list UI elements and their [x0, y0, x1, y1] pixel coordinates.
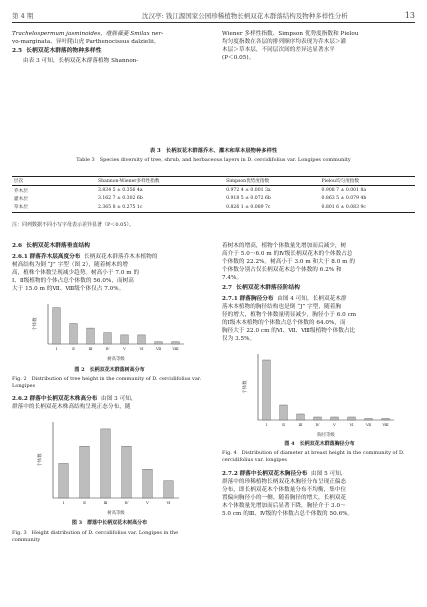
table-row: 乔木层 3.834 5 ± 0.356 4a 0.972 4 ± 0.001 3a 0.908 7 ± 0.001 8a — [14, 188, 367, 194]
chart-bar — [348, 417, 356, 420]
chart-tick-label: Ⅷ — [382, 422, 389, 427]
chart-tick-label: Ⅰ — [55, 346, 58, 351]
issue-number: 第 4 期 — [12, 12, 34, 20]
table-3 — [12, 176, 415, 213]
chart-bar — [87, 328, 95, 344]
chart-tick-label: Ⅵ — [166, 500, 171, 505]
chart-axes — [48, 304, 184, 344]
chart-tick-label: Ⅳ — [315, 422, 320, 427]
chart-bar — [331, 417, 339, 420]
chart-bar — [172, 342, 180, 344]
chart-bar — [314, 417, 322, 420]
chart-x-axis-label: 胸径等级 — [317, 433, 335, 438]
chart-axes — [53, 422, 179, 498]
figure-2-chart — [30, 300, 190, 362]
section-2-6-1-paragraph: 2.6.1 群落乔木层高度分布 长柄双花木群落乔木本植物的 树高结构为倒 “J” 字型（图 2），随着树木的增 高，植株个体数呈现减少趋势。树高小于 7.0 m 的 Ⅰ、Ⅱ级植物的个体占总个体数的 56.0%，而树高 大于 15.0 m 的Ⅶ、Ⅷ级个体仅占 7.0%。 — [12, 254, 158, 293]
chart-bar — [143, 469, 152, 498]
table-3-note: 注：同列数据不同小写字母表示差异显著（P＜0.05）。 — [12, 222, 134, 228]
table-header-row: 层次 Shannon-Wiener多样性指数 Simpson优势度指数 Pielou均匀度指数 — [12, 177, 415, 186]
running-title: 沈汉亭: 钱江源国家公园珍稀植物长柄双花木群落结构及物种多样性分析 — [142, 12, 348, 20]
header-rule — [12, 22, 415, 23]
figure-3-caption-en: Fig. 3 Height distribution of D. cercidifolius var. Longipes in the community — [12, 530, 179, 543]
figure-4-caption-en: Fig. 4 Distribution of diameter at breast height in the community of D. cercidifolius var. longipes — [222, 450, 405, 463]
figure-3-caption-cn: 图 3 群落中长柄双花木树高分布 — [71, 520, 148, 526]
chart-bar — [382, 419, 390, 421]
chart-bar — [365, 419, 373, 421]
section-2-6-2-paragraph: 2.6.2 群落中长柄双花木株高分布 由图 3 可知， 群落中的长柄双花木株高结构呈现正态分布，随 — [12, 396, 137, 411]
chart-tick-label: Ⅵ — [349, 422, 354, 427]
chart-tick-label: Ⅷ — [172, 346, 179, 351]
chart-bar — [104, 333, 112, 344]
chart-x-axis-label: 树高等级 — [107, 357, 125, 362]
chart-tick-label: Ⅴ — [123, 346, 126, 351]
species-list-paragraph: Trachelospermum jasminoides、继脉薇菱 Smilax ner- vo-marginata、异叶爬山虎 Parthenocissus dalzielii。 — [12, 31, 164, 46]
section-2-6-heading: 2.6 长柄双花木群落垂直结构 — [12, 243, 90, 249]
chart-bar — [121, 335, 129, 344]
section-2-7-heading: 2.7 长柄双花木群落径阶结构 — [222, 285, 300, 291]
chart-tick-label: Ⅱ — [83, 500, 86, 505]
page-number: 13 — [404, 11, 415, 20]
chart-tick-label: Ⅱ — [282, 422, 285, 427]
chart-bar — [263, 360, 271, 420]
chart-tick-label: Ⅲ — [298, 422, 303, 427]
chart-tick-label: Ⅰ — [62, 500, 65, 505]
chart-bar — [122, 446, 131, 498]
chart-bar — [155, 342, 163, 344]
table-row: 灌木层 3.162 7 ± 0.302 6b 0.918 5 ± 0.072 6b 0.863 5 ± 0.079 4b — [14, 196, 367, 202]
chart-y-axis-label: 个体数 — [243, 380, 248, 394]
chart-tick-label: Ⅳ — [124, 500, 129, 505]
chart-tick-label: Ⅰ — [265, 422, 268, 427]
running-header — [12, 6, 415, 20]
chart-y-axis-label: 个体数 — [33, 317, 38, 331]
figure-4-svg — [240, 350, 400, 438]
chart-x-axis-label: 树高等级 — [107, 511, 125, 516]
table-row: 草本层 2.365 8 ± 0.275 1c 0.826 1 ± 0.089 7c 0.801 6 ± 0.083 9c — [12, 203, 415, 212]
section-2-5-heading: 2.5 长柄双花木群落的物种多样性 — [12, 48, 102, 54]
chart-tick-label: Ⅶ — [155, 346, 162, 351]
figure-2-caption-cn: 图 2 长柄双花木群落树高分布 — [74, 367, 145, 373]
chart-bar — [164, 481, 173, 498]
chart-bar — [297, 414, 305, 420]
chart-tick-label: Ⅲ — [88, 346, 93, 351]
figure-4-chart — [240, 350, 400, 438]
figure-3-svg — [35, 418, 185, 516]
chart-tick-label: Ⅳ — [105, 346, 110, 351]
diversity-paragraph: Wiener 多样性指数、Simpson 优势度指数和 Pielou 均匀度指数在各层的排列顺序均表现为乔木层＞灌 木层＞草本层，不同层次间的差异达显著水平 (P＜0.05)。 — [222, 31, 359, 62]
chart-y-axis-label: 个体数 — [38, 453, 43, 467]
figure-3-chart — [35, 418, 185, 516]
table-3-title-cn: 表 3 长柄双花木群落乔木、灌木和草本层物种多样性 — [149, 148, 278, 154]
chart-bar — [101, 429, 110, 498]
section-2-5-text: 由表 3 可知，长柄双花木群落植物 Shannon- — [23, 58, 139, 64]
chart-bar — [80, 446, 89, 498]
section-2-7-1-paragraph: 2.7.1 群落胸径分布 由图 4 可知，长柄双花木群 落木本植物的胸径结构也是倒 “J” 字型，随着胸 径的增大，植物个体数量明显减少，胸径小于 6.0 cm 的Ⅰ级木本植物的个体数占总个体数的 64.0%，而 胸径大于 22.0 cm 的Ⅵ、Ⅶ、Ⅷ级植物个体数占比 仅为 3.5%。 — [222, 296, 357, 343]
chart-tick-label: Ⅲ — [103, 500, 108, 505]
chart-tick-label: Ⅱ — [72, 346, 75, 351]
figure-4-caption-cn: 图 4 长柄双花木群落胸径分布 — [284, 441, 355, 447]
chart-bar — [53, 308, 61, 344]
chart-bar — [138, 335, 146, 344]
chart-tick-label: Ⅴ — [146, 500, 149, 505]
chart-tick-label: Ⅶ — [365, 422, 372, 427]
chart-axes — [258, 354, 394, 420]
chart-tick-label: Ⅴ — [333, 422, 336, 427]
height-distribution-paragraph: 着树木的增高，植物个体数量先增加而后减少，树 高介于 5.0～6.0 m 的Ⅳ级长柄双花木的个体数占总 个体数的 22.2%。树高小于 3.0 m 和大于 8.0 m 的 个体数分别占仅长柄双花木总个体数的 6.2% 和 7.4%。 — [222, 243, 355, 282]
figure-2-svg — [30, 300, 190, 362]
figure-2-caption-en: Fig. 2 Distribution of tree height in the community of D. cercidifolius var. Longipes — [12, 376, 202, 389]
table-3-title-en: Table 3 Species diversity of tree, shrub, and herbaceous layers in D. cercidifolius var. Longipes community — [76, 157, 351, 163]
chart-bar — [70, 324, 78, 344]
chart-tick-label: Ⅵ — [139, 346, 144, 351]
chart-bar — [59, 463, 68, 498]
chart-bar — [280, 405, 288, 420]
section-2-7-2-paragraph: 2.7.2 群落中长柄双花木胸径分布 由图 5 可知， 群落中的珍稀植物长柄双花木胸径分布呈现正偏态 分布，即长柄双花木个体数量分布不均衡，集中位 置偏向胸径小的一侧。随着胸径的增大，长柄双花 木个体数量先增加而后显著下降，胸径介于 3.0～ 5.0 cm 的Ⅲ、Ⅳ级的个体数占总个体数的 50.6%。 — [222, 471, 354, 518]
